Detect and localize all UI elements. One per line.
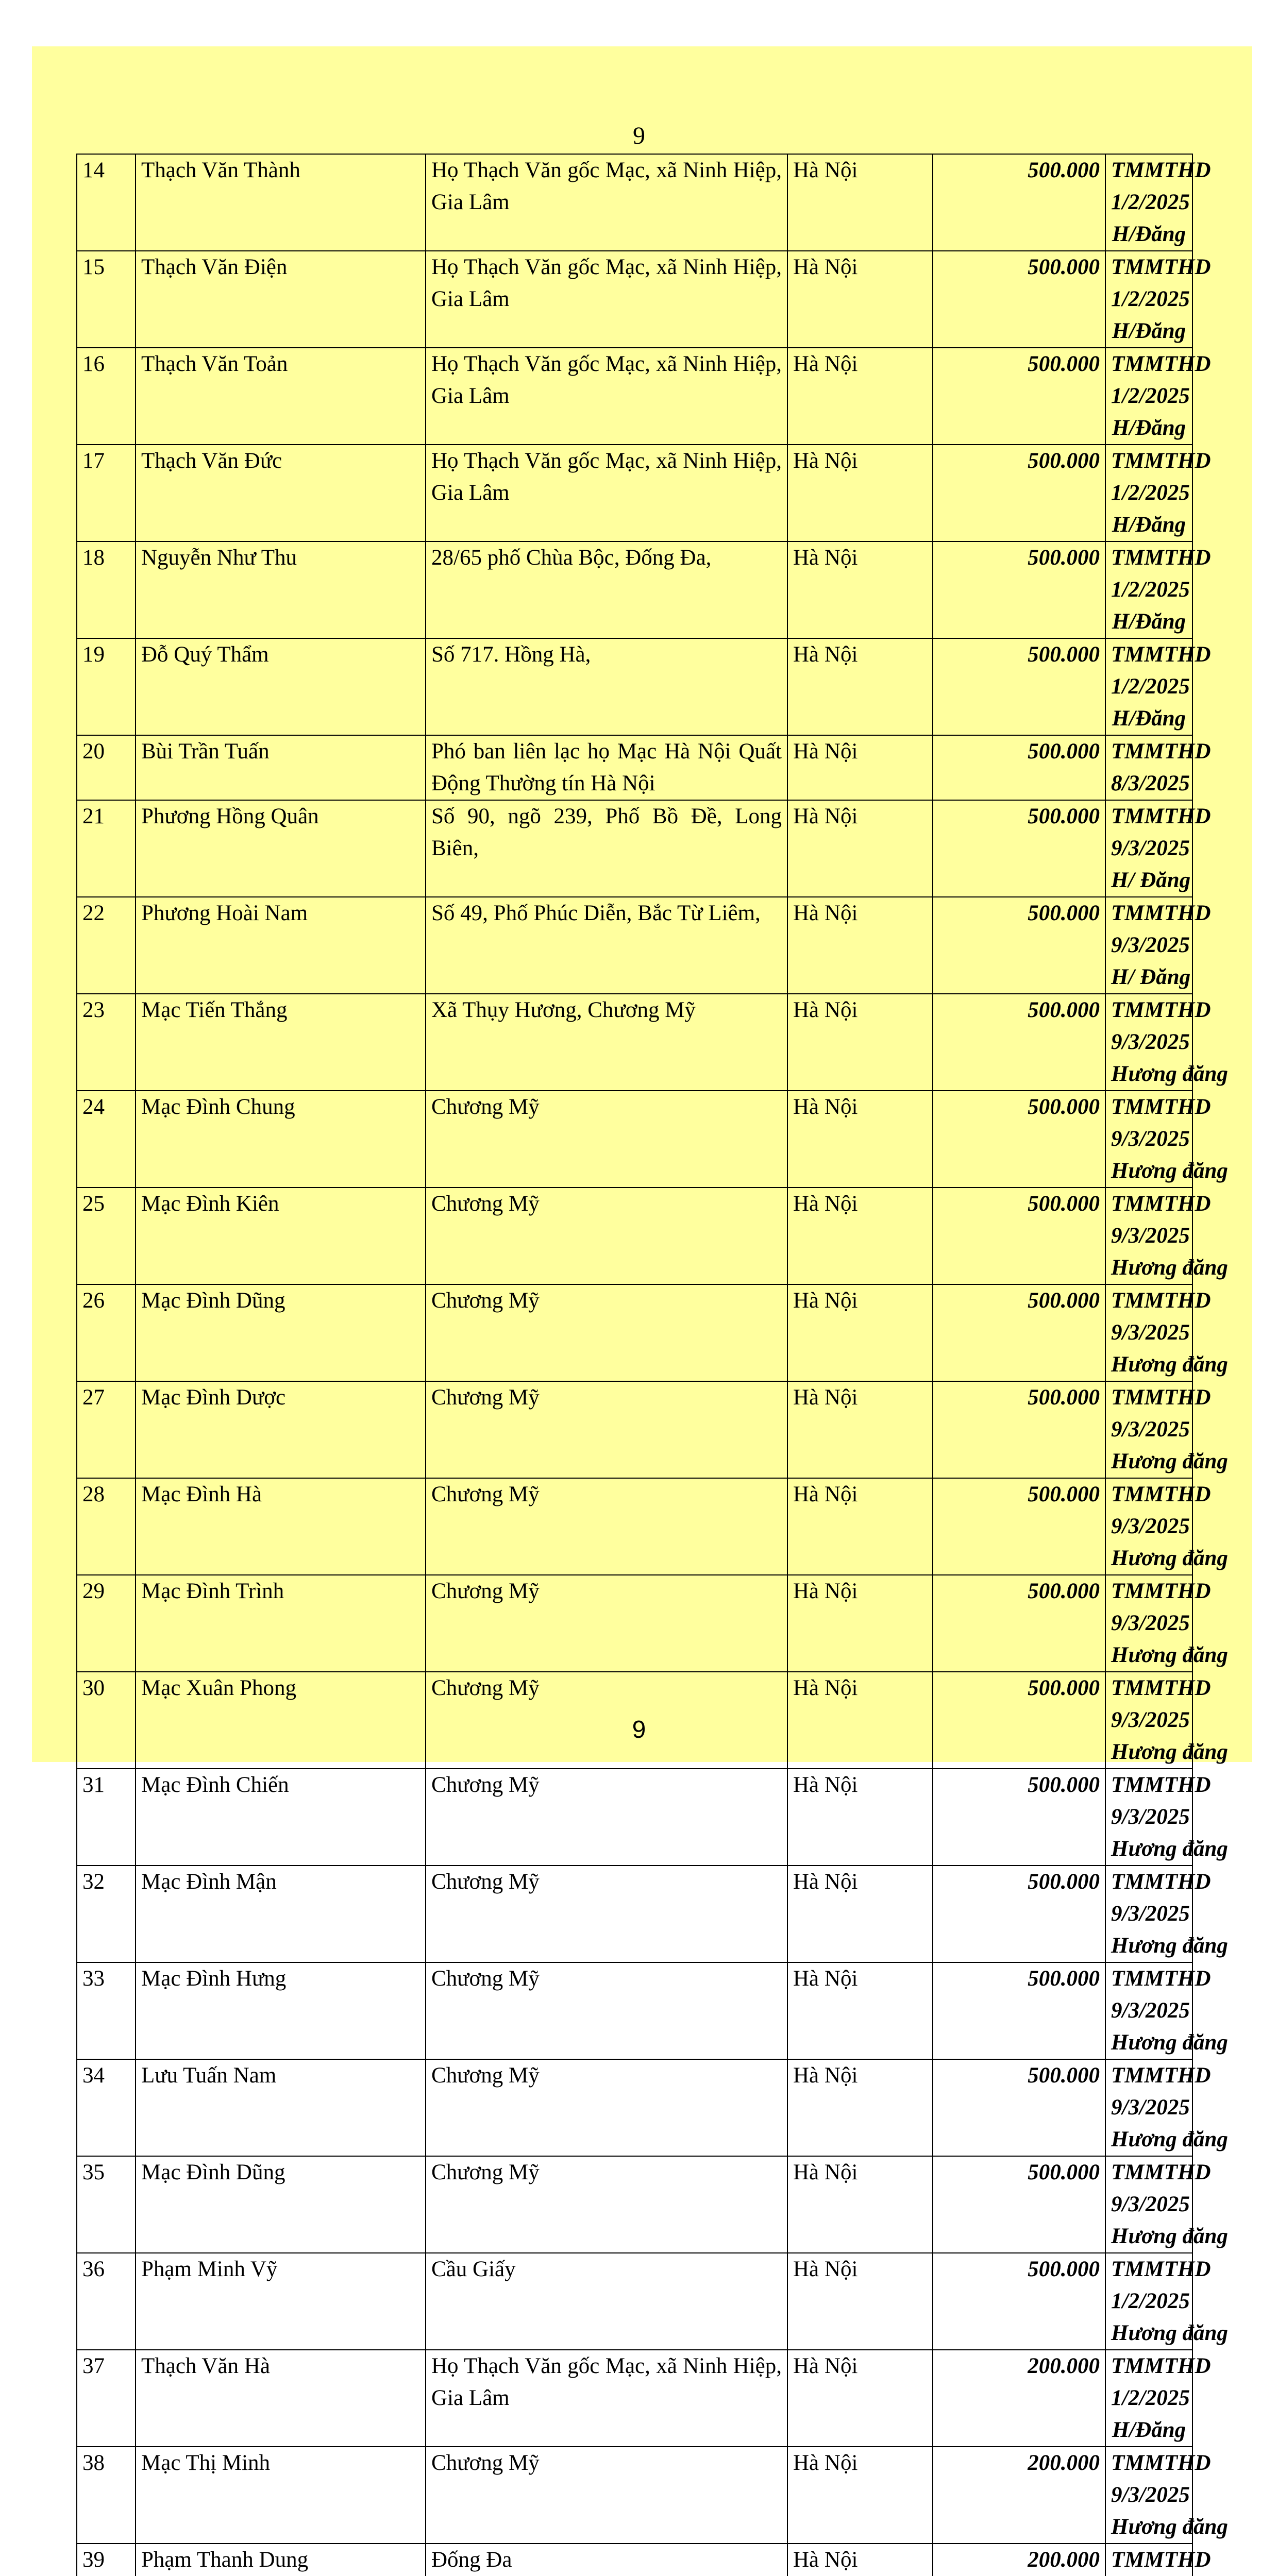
city-cell: Hà Nội (787, 2059, 933, 2156)
note-line: H/Đăng (1112, 609, 1186, 634)
address-cell: Số 90, ngõ 239, Phố Bồ Đề, Long Biên, (426, 800, 787, 897)
city-cell: Hà Nội (787, 1769, 933, 1866)
note-line: 9/3/2025 (1111, 1902, 1190, 1926)
note-cell (1105, 2544, 1211, 2576)
note-cell (1105, 800, 1211, 897)
address-cell: Họ Thạch Văn gốc Mạc, xã Ninh Hiệp, Gia Lâm (426, 2350, 787, 2447)
table-row (77, 735, 1192, 800)
amount-cell: 500.000 (933, 800, 1105, 897)
note-cell (1105, 2447, 1228, 2544)
row-number-cell: 32 (77, 1866, 136, 1962)
city-cell: Hà Nội (787, 1091, 933, 1188)
row-number-cell: 19 (77, 638, 136, 735)
city-cell: Hà Nội (787, 1672, 933, 1769)
address-cell: Số 49, Phố Phúc Diễn, Bắc Từ Liêm, (426, 897, 787, 994)
note-cell (1105, 348, 1211, 445)
amount-cell: 500.000 (933, 994, 1105, 1091)
note-cell (1105, 1284, 1228, 1381)
note-line: TMMTHD (1111, 1385, 1211, 1410)
row-number-cell: 26 (77, 1284, 136, 1381)
amount-cell: 500.000 (933, 2253, 1105, 2350)
note-line: 9/3/2025 (1111, 1805, 1190, 1829)
table-row (77, 2059, 1192, 2156)
donor-name-cell: Mạc Đình Hưng (136, 1962, 426, 2059)
donor-name-cell: Mạc Đình Mận (136, 1866, 426, 1962)
address-cell: 28/65 phố Chùa Bộc, Đống Đa, (426, 541, 787, 638)
row-number-cell: 24 (77, 1091, 136, 1188)
row-number-cell: 25 (77, 1188, 136, 1284)
donor-name-cell: Nguyễn Như Thu (136, 541, 426, 638)
donor-name-cell: Bùi Trần Tuấn (136, 735, 426, 800)
address-cell: Họ Thạch Văn gốc Mạc, xã Ninh Hiệp, Gia Lâm (426, 348, 787, 445)
row-number-cell: 14 (77, 154, 136, 251)
note-line: TMMTHD (1111, 449, 1211, 473)
table-row (77, 2447, 1192, 2544)
note-cell (1105, 2059, 1228, 2156)
row-number-cell: 20 (77, 735, 136, 800)
row-number-cell: 39 (77, 2544, 136, 2576)
city-cell: Hà Nội (787, 2350, 933, 2447)
note-line: H/ Đăng (1111, 965, 1191, 989)
note-line: TMMTHD (1111, 2451, 1211, 2475)
donor-name-cell: Mạc Đình Dũng (136, 2156, 426, 2253)
note-line: 1/2/2025 (1111, 2386, 1190, 2410)
address-cell: Phó ban liên lạc họ Mạc Hà Nội Quất Động Thường tín Hà Nội (426, 735, 787, 800)
donor-name-cell: Mạc Đình Dũng (136, 1284, 426, 1381)
city-cell: Hà Nội (787, 1478, 933, 1575)
amount-cell: 500.000 (933, 251, 1105, 348)
address-cell: Chương Mỹ (426, 1575, 787, 1672)
row-number-cell: 31 (77, 1769, 136, 1866)
note-line: Hương đăng (1111, 1062, 1228, 1086)
note-line: TMMTHD (1111, 1676, 1211, 1700)
donor-name-cell: Mạc Đình Dược (136, 1381, 426, 1478)
note-line: Hương đăng (1111, 2224, 1228, 2248)
address-cell: Đống Đa (426, 2544, 787, 2576)
table-row (77, 154, 1192, 251)
address-cell: Chương Mỹ (426, 1866, 787, 1962)
address-cell: Chương Mỹ (426, 2156, 787, 2253)
note-line: Hương đăng (1111, 2515, 1228, 2539)
note-cell (1105, 541, 1211, 638)
note-line: TMMTHD (1111, 804, 1211, 828)
table-row (77, 1381, 1192, 1478)
note-line: 9/3/2025 (1111, 1514, 1190, 1538)
amount-cell: 500.000 (933, 1284, 1105, 1381)
address-cell: Chương Mỹ (426, 1091, 787, 1188)
address-cell: Chương Mỹ (426, 1769, 787, 1866)
address-cell: Chương Mỹ (426, 1381, 787, 1478)
note-line: 1/2/2025 (1111, 384, 1190, 408)
donor-name-cell: Thạch Văn Toản (136, 348, 426, 445)
address-cell: Họ Thạch Văn gốc Mạc, xã Ninh Hiệp, Gia Lâm (426, 445, 787, 541)
note-line: 9/3/2025 (1111, 1320, 1190, 1345)
note-line: H/ Đăng (1111, 868, 1191, 892)
donor-name-cell: Mạc Đình Hà (136, 1478, 426, 1575)
note-line: TMMTHD (1111, 1289, 1211, 1313)
page-number-bottom: 9 (632, 1716, 646, 1743)
city-cell: Hà Nội (787, 994, 933, 1091)
note-cell (1105, 735, 1211, 800)
address-cell: Số 717. Hồng Hà, (426, 638, 787, 735)
note-line: TMMTHD (1111, 255, 1211, 279)
address-cell: Chương Mỹ (426, 1284, 787, 1381)
city-cell: Hà Nội (787, 2253, 933, 2350)
note-line: H/Đăng (1112, 319, 1186, 343)
address-cell: Chương Mỹ (426, 2059, 787, 2156)
note-line: 9/3/2025 (1111, 1127, 1190, 1151)
table-row (77, 1091, 1192, 1188)
note-line: TMMTHD (1111, 1579, 1211, 1603)
row-number-cell: 21 (77, 800, 136, 897)
note-line: TMMTHD (1111, 1095, 1211, 1119)
note-line: TMMTHD (1111, 546, 1211, 570)
table-row (77, 445, 1192, 541)
city-cell: Hà Nội (787, 2447, 933, 2544)
note-cell (1105, 1962, 1228, 2059)
row-number-cell: 18 (77, 541, 136, 638)
address-cell: Chương Mỹ (426, 1672, 787, 1769)
address-cell: Cầu Giấy (426, 2253, 787, 2350)
note-line: 1/2/2025 (1111, 2289, 1190, 2313)
city-cell: Hà Nội (787, 800, 933, 897)
address-cell: Họ Thạch Văn gốc Mạc, xã Ninh Hiệp, Gia Lâm (426, 154, 787, 251)
table-row (77, 1284, 1192, 1381)
table-row (77, 638, 1192, 735)
note-line: 9/3/2025 (1111, 2192, 1190, 2216)
note-line: TMMTHD (1111, 1773, 1211, 1797)
city-cell: Hà Nội (787, 154, 933, 251)
row-number-cell: 35 (77, 2156, 136, 2253)
note-line: Hương đăng (1111, 1643, 1228, 1667)
note-line: Hương đăng (1111, 1546, 1228, 1570)
amount-cell: 500.000 (933, 1091, 1105, 1188)
table-row (77, 2253, 1192, 2350)
note-line: TMMTHD (1111, 1192, 1211, 1216)
note-cell (1105, 897, 1211, 994)
city-cell: Hà Nội (787, 2544, 933, 2576)
note-line: TMMTHD (1111, 158, 1211, 182)
table-row (77, 1188, 1192, 1284)
note-line: Hương đăng (1111, 1256, 1228, 1280)
note-line: 1/2/2025 (1111, 674, 1190, 699)
donor-table (76, 154, 1228, 2576)
note-cell (1105, 1091, 1228, 1188)
note-line: 9/3/2025 (1111, 2095, 1190, 2120)
note-cell (1105, 251, 1211, 348)
table-row (77, 541, 1192, 638)
amount-cell: 500.000 (933, 2156, 1105, 2253)
donor-name-cell: Phạm Thanh Dung (136, 2544, 426, 2576)
city-cell: Hà Nội (787, 1962, 933, 2059)
amount-cell: 500.000 (933, 1672, 1105, 1769)
table-row (77, 1866, 1192, 1962)
donor-name-cell: Mạc Tiến Thắng (136, 994, 426, 1091)
donor-name-cell: Mạc Đình Trình (136, 1575, 426, 1672)
amount-cell: 200.000 (933, 2350, 1105, 2447)
note-line: Hương đăng (1111, 1159, 1228, 1183)
row-number-cell: 17 (77, 445, 136, 541)
table-row (77, 1575, 1192, 1672)
row-number-cell: 22 (77, 897, 136, 994)
page-number-top: 9 (633, 122, 645, 149)
note-line: TMMTHD (1111, 2548, 1211, 2572)
table-row (77, 897, 1192, 994)
note-line: 8/3/2025 (1111, 771, 1190, 795)
donor-name-cell: Đỗ Quý Thẩm (136, 638, 426, 735)
note-line: 9/3/2025 (1111, 933, 1190, 957)
amount-cell: 500.000 (933, 1962, 1105, 2059)
city-cell: Hà Nội (787, 251, 933, 348)
note-line: 9/3/2025 (1111, 1224, 1190, 1248)
row-number-cell: 30 (77, 1672, 136, 1769)
donor-name-cell: Mạc Đình Chung (136, 1091, 426, 1188)
note-line: Hương đăng (1111, 1352, 1228, 1377)
note-line: 1/2/2025 (1111, 190, 1190, 214)
donor-name-cell: Thạch Văn Điện (136, 251, 426, 348)
city-cell: Hà Nội (787, 541, 933, 638)
row-number-cell: 33 (77, 1962, 136, 2059)
note-line: 9/3/2025 (1111, 2483, 1190, 2507)
note-line: Hương đăng (1111, 1934, 1228, 1958)
city-cell: Hà Nội (787, 1866, 933, 1962)
amount-cell: 500.000 (933, 348, 1105, 445)
note-line: TMMTHD (1111, 1482, 1211, 1506)
note-line: 9/3/2025 (1111, 1708, 1190, 1732)
donor-name-cell: Phạm Minh Vỹ (136, 2253, 426, 2350)
note-line: H/Đăng (1112, 2418, 1186, 2442)
note-line: Hương đăng (1111, 2030, 1228, 2055)
donor-name-cell: Thạch Văn Thành (136, 154, 426, 251)
donor-name-cell: Phương Hồng Quân (136, 800, 426, 897)
donor-name-cell: Phương Hoài Nam (136, 897, 426, 994)
donor-name-cell: Mạc Xuân Phong (136, 1672, 426, 1769)
table-row (77, 251, 1192, 348)
amount-cell: 500.000 (933, 1478, 1105, 1575)
note-cell (1105, 1575, 1228, 1672)
donor-name-cell: Mạc Thị Minh (136, 2447, 426, 2544)
city-cell: Hà Nội (787, 897, 933, 994)
note-line: TMMTHD (1111, 642, 1211, 667)
city-cell: Hà Nội (787, 1284, 933, 1381)
amount-cell: 500.000 (933, 638, 1105, 735)
note-line: TMMTHD (1111, 1870, 1211, 1894)
note-line: 1/2/2025 (1111, 578, 1190, 602)
note-line: Hương đăng (1111, 1449, 1228, 1473)
note-line: Hương đăng (1111, 1837, 1228, 1861)
note-line: Hương đăng (1111, 1740, 1228, 1764)
note-line: TMMTHD (1111, 2160, 1211, 2184)
amount-cell: 500.000 (933, 1381, 1105, 1478)
address-cell: Chương Mỹ (426, 1478, 787, 1575)
note-line: 9/3/2025 (1111, 1998, 1190, 2023)
donor-table-body (77, 154, 1228, 2576)
note-line: Hương đăng (1111, 2127, 1228, 2151)
note-line: TMMTHD (1111, 352, 1211, 376)
row-number-cell: 36 (77, 2253, 136, 2350)
city-cell: Hà Nội (787, 1575, 933, 1672)
city-cell: Hà Nội (787, 1381, 933, 1478)
note-line: Hương đăng (1111, 2321, 1228, 2345)
address-cell: Xã Thụy Hương, Chương Mỹ (426, 994, 787, 1091)
row-number-cell: 37 (77, 2350, 136, 2447)
address-cell: Chương Mỹ (426, 2447, 787, 2544)
note-cell (1105, 1866, 1228, 1962)
note-cell (1105, 1381, 1228, 1478)
note-line: TMMTHD (1111, 998, 1211, 1022)
row-number-cell: 15 (77, 251, 136, 348)
note-line: TMMTHD (1111, 1967, 1211, 1991)
note-line: TMMTHD (1111, 2257, 1211, 2281)
amount-cell: 500.000 (933, 154, 1105, 251)
table-row (77, 1962, 1192, 2059)
donor-name-cell: Lưu Tuấn Nam (136, 2059, 426, 2156)
city-cell: Hà Nội (787, 445, 933, 541)
table-row (77, 2350, 1192, 2447)
table-row (77, 1478, 1192, 1575)
table-row (77, 994, 1192, 1091)
note-line: TMMTHD (1111, 901, 1211, 925)
city-cell: Hà Nội (787, 1188, 933, 1284)
amount-cell: 500.000 (933, 541, 1105, 638)
note-cell (1105, 1188, 1228, 1284)
note-line: TMMTHD (1111, 2354, 1211, 2378)
row-number-cell: 29 (77, 1575, 136, 1672)
note-line: 9/3/2025 (1111, 1030, 1190, 1054)
city-cell: Hà Nội (787, 348, 933, 445)
city-cell: Hà Nội (787, 638, 933, 735)
amount-cell: 500.000 (933, 1769, 1105, 1866)
amount-cell: 500.000 (933, 1188, 1105, 1284)
note-cell (1105, 154, 1211, 251)
amount-cell: 500.000 (933, 1866, 1105, 1962)
amount-cell: 200.000 (933, 2544, 1105, 2576)
city-cell: Hà Nội (787, 735, 933, 800)
note-cell (1105, 1769, 1228, 1866)
note-line: 9/3/2025 (1111, 1417, 1190, 1442)
note-cell (1105, 2350, 1211, 2447)
table-row (77, 1769, 1192, 1866)
table-row (77, 2544, 1192, 2576)
note-cell (1105, 1478, 1228, 1575)
note-line: H/Đăng (1112, 706, 1186, 731)
note-cell (1105, 994, 1228, 1091)
donor-name-cell: Thạch Văn Đức (136, 445, 426, 541)
note-line: TMMTHD (1111, 2063, 1211, 2088)
address-cell: Chương Mỹ (426, 1188, 787, 1284)
amount-cell: 500.000 (933, 445, 1105, 541)
note-line: TMMTHD (1111, 739, 1211, 764)
amount-cell: 200.000 (933, 2447, 1105, 2544)
note-line: 1/2/2025 (1111, 287, 1190, 311)
note-line: H/Đăng (1112, 416, 1186, 440)
note-cell (1105, 2156, 1228, 2253)
row-number-cell: 16 (77, 348, 136, 445)
row-number-cell: 27 (77, 1381, 136, 1478)
amount-cell: 500.000 (933, 2059, 1105, 2156)
row-number-cell: 34 (77, 2059, 136, 2156)
note-line: 9/3/2025 (1111, 836, 1190, 860)
amount-cell: 500.000 (933, 1575, 1105, 1672)
note-cell (1105, 445, 1211, 541)
city-cell: Hà Nội (787, 2156, 933, 2253)
note-line: 1/2/2025 (1111, 481, 1190, 505)
table-row (77, 348, 1192, 445)
row-number-cell: 38 (77, 2447, 136, 2544)
note-line: 9/3/2025 (1111, 1611, 1190, 1635)
note-cell (1105, 2253, 1228, 2350)
donor-name-cell: Mạc Đình Kiên (136, 1188, 426, 1284)
note-cell (1105, 638, 1211, 735)
table-row (77, 800, 1192, 897)
note-line: H/Đăng (1112, 513, 1186, 537)
note-line: H/Đăng (1112, 222, 1186, 246)
address-cell: Họ Thạch Văn gốc Mạc, xã Ninh Hiệp, Gia Lâm (426, 251, 787, 348)
row-number-cell: 23 (77, 994, 136, 1091)
address-cell: Chương Mỹ (426, 1962, 787, 2059)
amount-cell: 500.000 (933, 897, 1105, 994)
row-number-cell: 28 (77, 1478, 136, 1575)
amount-cell: 500.000 (933, 735, 1105, 800)
table-row (77, 2156, 1192, 2253)
donor-name-cell: Thạch Văn Hà (136, 2350, 426, 2447)
donor-name-cell: Mạc Đình Chiến (136, 1769, 426, 1866)
